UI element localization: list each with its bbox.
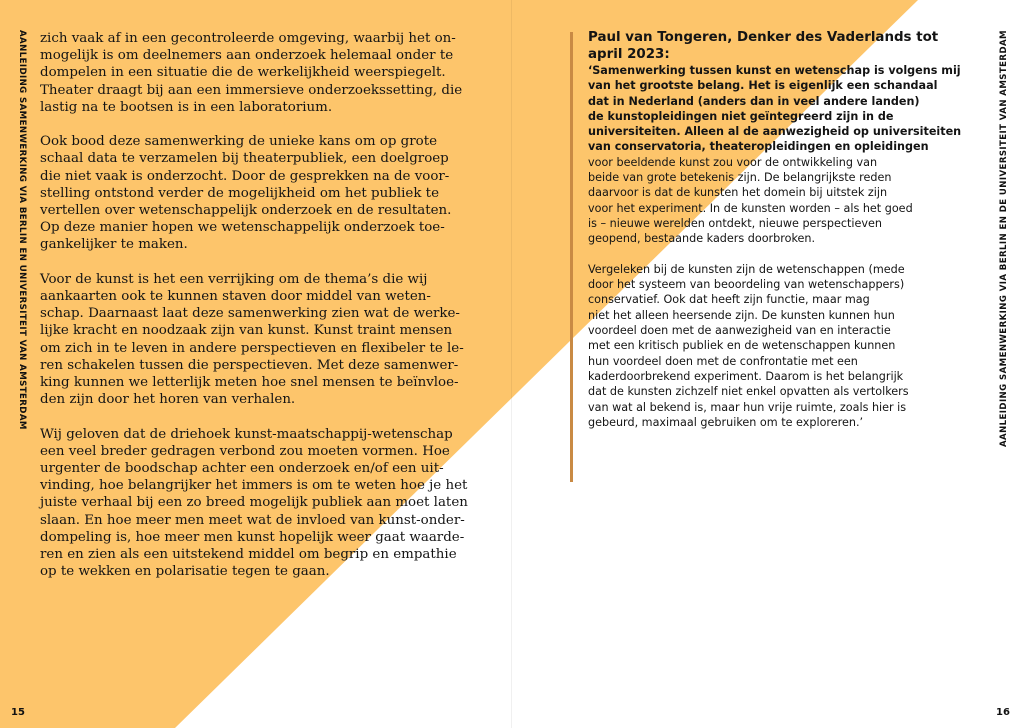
quote-heading-line: april 2023: [588, 46, 670, 62]
quote-line: voordeel doen met de aanwezigheid van en interactie [588, 324, 891, 338]
body-paragraph [40, 133, 487, 253]
side-label-right: AANLEIDING SAMENWERKING VIA BERLIN EN DE UNIVERSITEIT VAN AMSTERDAM [999, 30, 1009, 448]
quote-line: is – nieuwe werelden ontdekt, nieuwe perspectieven [588, 216, 882, 230]
text-line: den zijn door het horen van verhalen. [40, 392, 296, 408]
text-line: Voor de kunst is het een verrijking om de thema’s die wij [40, 271, 428, 287]
text-line: een veel breder gedragen verbond zou moeten vormen. Hoe [40, 443, 450, 459]
text-line: ren en zien als een uitstekend middel om begrip en empathie [40, 547, 457, 563]
quote-line: voor het experiment. In de kunsten worden – als het goed [588, 201, 913, 215]
page-fold [511, 0, 512, 728]
quote-heading-line: Paul van Tongeren, Denker des Vaderlands tot [588, 30, 939, 45]
text-line: op te wekken en polarisatie tegen te gaan. [40, 564, 330, 580]
quote-block [588, 30, 983, 445]
text-line: dompeling is, hoe meer men kunst hopelijk weer gaat waarde- [40, 529, 465, 545]
quote-line: beide van grote betekenis zijn. De belangrijkste reden [588, 171, 892, 185]
quote-line: van het grootste belang. Het is eigenlijk een schandaal [588, 79, 938, 93]
text-line: vinding, hoe belangrijker het immers is om te weten hoe je het [40, 478, 468, 494]
text-line: ren schakelen tussen die perspectieven. Met deze samenwer- [40, 357, 459, 373]
text-line: om zich in te leven in andere perspectieven en flexibeler te le- [40, 340, 464, 356]
quote-line: hun voordeel doen met de confrontatie met een [588, 354, 858, 368]
text-line: lastig na te bootsen is in een laboratorium. [40, 99, 333, 115]
quote-line: gebeurd, maximaal gebruiken om te exploreren.’ [588, 415, 864, 429]
text-line: lijke kracht en noodzaak zijn van kunst. Kunst traint mensen [40, 323, 453, 339]
quote-line: dat de kunsten zichzelf niet enkel opvatten als vertolkers [588, 385, 909, 399]
quote-line: universiteiten. Alleen al de aanwezigheid op universiteiten [588, 125, 962, 139]
quote-body [588, 63, 983, 430]
quote-line: dat in Nederland (anders dan in veel andere landen) [588, 94, 920, 108]
page-number-right: 16 [996, 707, 1010, 718]
quote-paragraph [588, 262, 983, 430]
quote-line: daarvoor is dat de kunsten het domein bij uitstek zijn [588, 186, 888, 200]
quote-heading [588, 30, 983, 63]
quote-line: kaderdoorbrekend experiment. Daarom is het belangrijk [588, 369, 904, 383]
text-line: schaal data te verzamelen bij theaterpubliek, een doelgroep [40, 151, 449, 167]
text-line: Wij geloven dat de driehoek kunst-maatschappij-wetenschap [40, 426, 453, 442]
text-line: dompelen in een situatie die de werkelijkheid weerspiegelt. [40, 65, 446, 81]
text-line: slaan. En hoe meer men meet wat de invloed van kunst-onder- [40, 512, 465, 528]
quote-line: met een kritisch publiek en de wetenschappen kunnen [588, 339, 896, 353]
quote-line: niet het alleen heersende zijn. De kunsten kunnen hun [588, 308, 895, 322]
text-line: Op deze manier hopen we wetenschappelijk onderzoek toe- [40, 220, 445, 236]
text-line: king kunnen we letterlijk meten hoe snel mensen te beïnvloe- [40, 375, 459, 391]
quote-line: van wat al bekend is, maar hun vrije ruimte, zoals hier is [588, 400, 907, 414]
body-paragraph [40, 271, 487, 409]
text-line: vertellen over wetenschappelijk onderzoek en de resultaten. [40, 203, 452, 219]
text-line: Ook bood deze samenwerking de unieke kans om op grote [40, 134, 438, 150]
text-line: gankelijker te maken. [40, 237, 188, 253]
text-line: zich vaak af in een gecontroleerde omgeving, waarbij het on- [40, 31, 456, 46]
quote-line: van conservatoria, theateropleidingen en opleidingen [588, 140, 929, 154]
text-line: mogelijk is om deelnemers aan onderzoek helemaal onder te [40, 48, 454, 64]
body-paragraph [40, 30, 487, 116]
quote-line: door het systeem van beoordeling van wetenschappers) [588, 278, 905, 292]
quote-line: conservatief. Ook dat heeft zijn functie, maar mag [588, 293, 870, 307]
text-line: urgenter de boodschap achter een onderzoek en/of een uit- [40, 461, 444, 477]
quote-paragraph [588, 63, 983, 247]
text-line: juiste verhaal bij een zo breed mogelijk publiek aan moet laten [40, 495, 468, 511]
quote-bar [570, 32, 573, 482]
body-paragraph [40, 426, 487, 581]
text-line: Theater draagt bij aan een immersieve onderzoekssetting, die [40, 82, 463, 98]
page-number-left: 15 [11, 707, 25, 718]
quote-line: ‘Samenwerking tussen kunst en wetenschap is volgens mij [588, 64, 961, 77]
text-line: schap. Daarnaast laat deze samenwerking zien wat de werke- [40, 306, 460, 322]
quote-line: de kunstopleidingen niet geïntegreerd zijn in de [588, 109, 894, 123]
quote-line: geopend, bestaande kaders doorbroken. [588, 232, 816, 246]
side-label-left: AANLEIDING SAMENWERKING VIA BERLIN EN UNIVERSITEIT VAN AMSTERDAM [17, 30, 27, 430]
left-body-text [40, 30, 487, 598]
text-line: die niet vaak is onderzocht. Door de gesprekken na de voor- [40, 168, 450, 184]
text-line: stelling ontstond verder de mogelijkheid om het publiek te [40, 185, 439, 201]
quote-line: Vergeleken bij de kunsten zijn de wetenschappen (mede [588, 262, 905, 276]
text-line: aankaarten ook te kunnen staven door middel van weten- [40, 289, 431, 305]
quote-line: voor beeldende kunst zou voor de ontwikkeling van [588, 155, 878, 169]
